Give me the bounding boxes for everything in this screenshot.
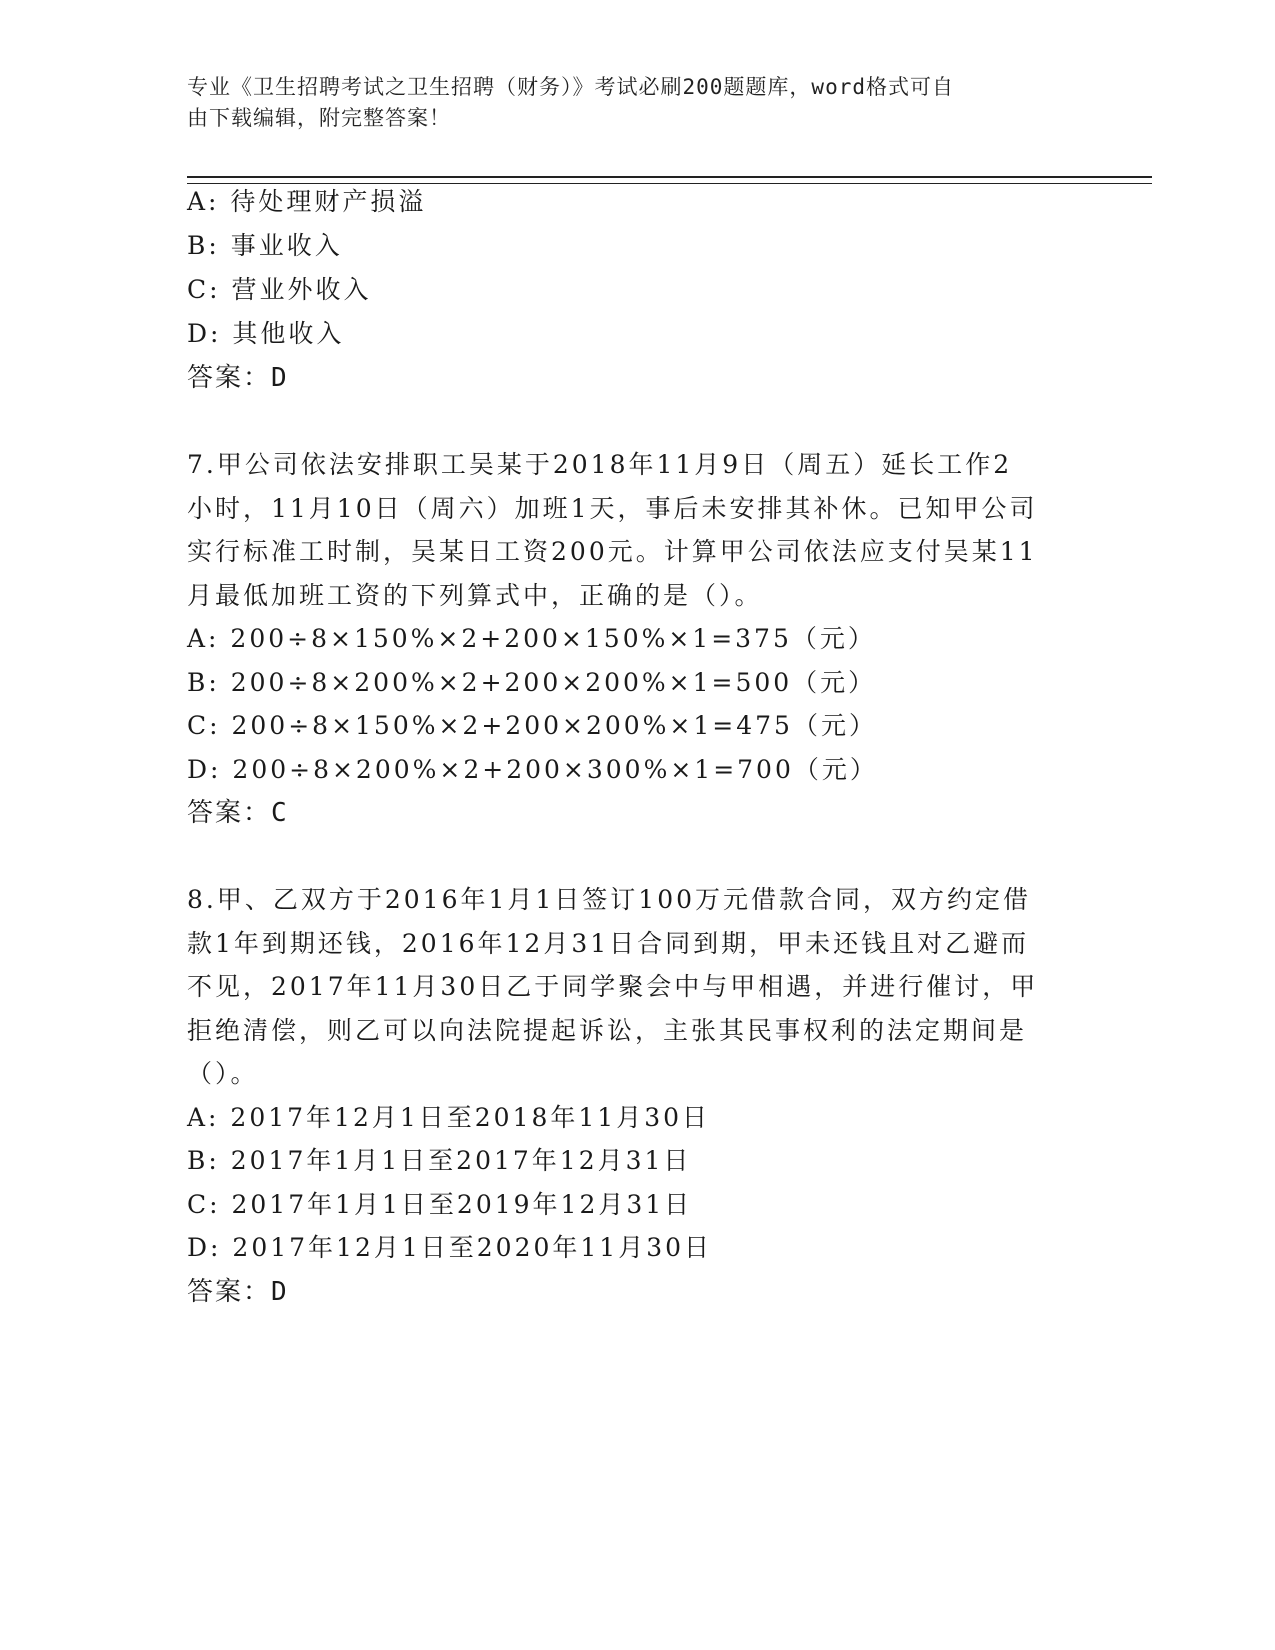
q6-option-b: B: 事业收入 bbox=[187, 231, 343, 260]
q6-option-a: A: 待处理财产损溢 bbox=[187, 187, 427, 216]
q8-stem-line-2: 款1年到期还钱，2016年12月31日合同到期，甲未还钱且对乙避而 bbox=[187, 929, 1030, 958]
q7-stem-line-4: 月最低加班工资的下列算式中，正确的是（）。 bbox=[187, 581, 763, 610]
q6-answer: 答案：D bbox=[187, 363, 289, 393]
header-divider-thin bbox=[187, 183, 1152, 184]
q6-option-d: D: 其他收入 bbox=[187, 319, 345, 348]
q7-stem-line-1: 7.甲公司依法安排职工吴某于2018年11月9日（周五）延长工作2 bbox=[187, 450, 1013, 479]
q8-option-b: B: 2017年1月1日至2017年12月31日 bbox=[187, 1146, 692, 1175]
q8-option-d: D: 2017年12月1日至2020年11月30日 bbox=[187, 1233, 713, 1262]
q8-option-a: A: 2017年12月1日至2018年11月30日 bbox=[187, 1103, 711, 1132]
q6-option-c: C: 营业外收入 bbox=[187, 275, 372, 304]
q7-option-a: A: 200÷8×150%×2+200×150%×1=375（元） bbox=[187, 624, 876, 653]
q7-stem-line-3: 实行标准工时制，吴某日工资200元。计算甲公司依法应支付吴某11 bbox=[187, 537, 1038, 566]
header-line-2: 由下载编辑，附完整答案！ bbox=[187, 106, 451, 130]
q8-stem-line-4: 拒绝清偿，则乙可以向法院提起诉讼，主张其民事权利的法定期间是 bbox=[187, 1016, 1028, 1045]
header-divider-thick bbox=[187, 176, 1152, 178]
q8-option-c: C: 2017年1月1日至2019年12月31日 bbox=[187, 1190, 693, 1219]
q7-option-c: C: 200÷8×150%×2+200×200%×1=475（元） bbox=[187, 711, 877, 740]
q7-answer: 答案：C bbox=[187, 798, 289, 828]
header-line-1: 专业《卫生招聘考试之卫生招聘（财务）》考试必刷200题题库，word格式可自 bbox=[187, 75, 954, 99]
q7-option-d: D: 200÷8×200%×2+200×300%×1=700（元） bbox=[187, 755, 878, 784]
q8-stem-line-5: （）。 bbox=[187, 1059, 259, 1088]
q7-stem-line-2: 小时，11月10日（周六）加班1天，事后未安排其补休。已知甲公司 bbox=[187, 494, 1038, 523]
q8-answer: 答案：D bbox=[187, 1277, 289, 1307]
q8-stem-line-3: 不见，2017年11月30日乙于同学聚会中与甲相遇，并进行催讨，甲 bbox=[187, 972, 1039, 1001]
q8-stem-line-1: 8.甲、乙双方于2016年1月1日签订100万元借款合同，双方约定借 bbox=[187, 885, 1032, 914]
document-header bbox=[187, 72, 1067, 134]
q7-option-b: B: 200÷8×200%×2+200×200%×1=500（元） bbox=[187, 668, 877, 697]
